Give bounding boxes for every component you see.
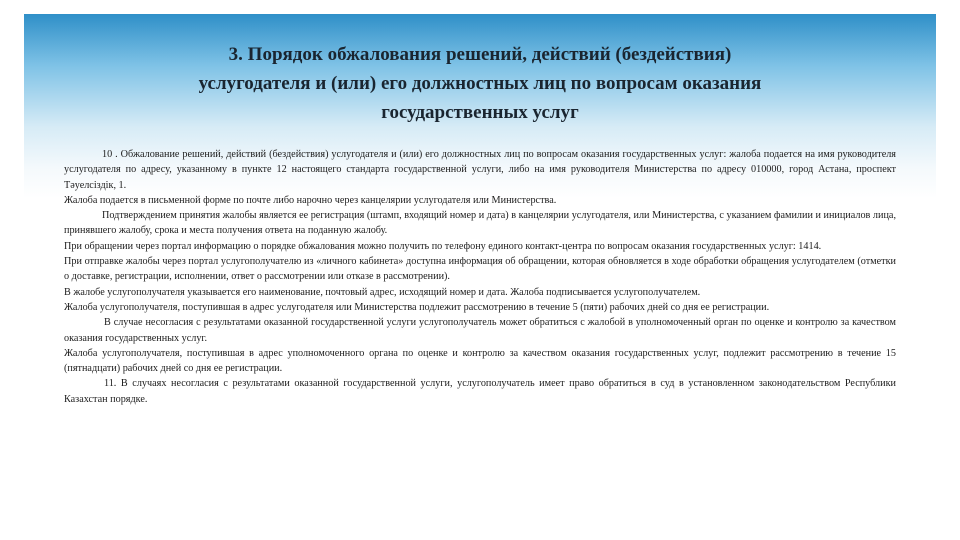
paragraph-disagreement: В случае несогласия с результатами оказанной государственной услуги услугополучатель может обратиться с жалобой в уполномоченный орган по оценке и контролю за качеством оказания государственных услуг. bbox=[64, 317, 896, 344]
title-line-2: услугодателя и (или) его должностных лиц по вопросам оказания bbox=[198, 73, 762, 94]
slide-title bbox=[84, 40, 876, 127]
slide-body bbox=[64, 147, 896, 407]
paragraph-authorized-body: Жалоба услугополучателя, поступившая в адрес уполномоченного органа по оценке и контролю за качеством оказания государственных услуг, подлежит рассмотрению в течение 15 (пятнадцати) рабочих дней со дня ее регистрации. bbox=[64, 347, 896, 375]
paragraph-complaint-content: В жалобе услугополучателя указывается его наименование, почтовый адрес, исходящий номер и дата. Жалоба подписывается услугополучателем. bbox=[64, 286, 701, 298]
paragraph-review-term: Жалоба услугополучателя, поступившая в адрес услугодателя или Министерства подлежит рассмотрению в течение 5 (пяти) рабочих дней со дня ее регистрации. bbox=[64, 301, 770, 313]
paragraph-personal-cabinet: При отправке жалобы через портал услугополучателю из «личного кабинета» доступна информация об обращении, которая обновляется в ходе обработки обращения услугодателем (отметки о доставке, регистрации, исполнении, ответ о рассмотрении или отказе в рассмотрении). bbox=[64, 256, 896, 283]
paragraph-registration: Подтверждением принятия жалобы является ее регистрация (штамп, входящий номер и дата) в канцелярии услугодателя, или Министерства, с указанием фамилии и инициалов лица, принявшего жалобу, срока и места получения ответа на поданную жалобу. bbox=[64, 210, 896, 237]
title-line-1: 3. Порядок обжалования решений, действий (бездействия) bbox=[228, 44, 732, 65]
paragraph-10: 10 . Обжалование решений, действий (бездействия) услугодателя и (или) его должностных лиц по вопросам оказания государственных услуг: жалоба подается на имя руководителя услугодателя по адресу, указанному в пункте 12 настоящего стандарта государственной услуги, либо на имя руководителя Министерства по адресу 010000, город Астана, проспект Тәуелсіздік, 1. bbox=[64, 149, 896, 191]
title-line-3: государственных услуг bbox=[381, 102, 579, 123]
paragraph-11-court: 11. В случаях несогласия с результатами оказанной государственной услуги, услугополучатель имеет право обратиться в суд в установленном законодательством Республики Казахстан порядке. bbox=[64, 378, 896, 405]
paragraph-portal-info: При обращении через портал информацию о порядке обжалования можно получить по телефону единого контакт-центра по вопросам оказания государственных услуг: 1414. bbox=[64, 240, 822, 252]
paragraph-written-form: Жалоба подается в письменной форме по почте либо нарочно через канцелярии услугодателя или Министерства. bbox=[64, 194, 557, 206]
slide bbox=[24, 14, 936, 526]
